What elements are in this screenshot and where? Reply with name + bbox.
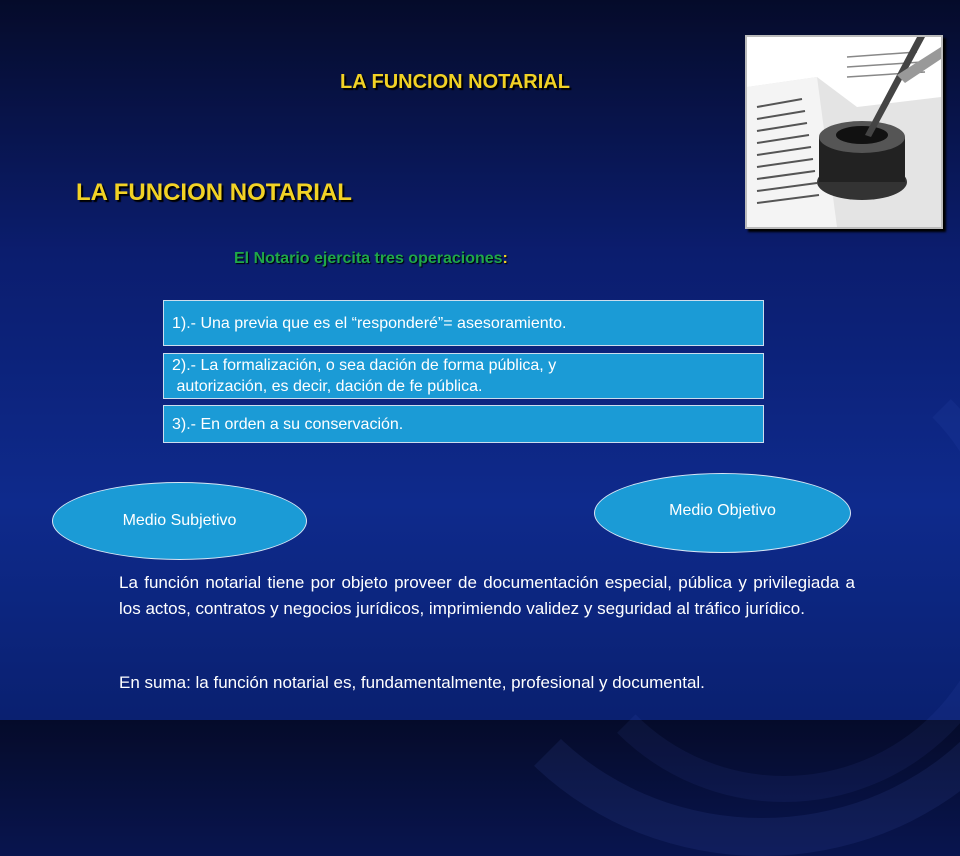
- top-title: LA FUNCION NOTARIAL: [340, 71, 570, 93]
- medio-objetivo-label: Medio Objetivo: [669, 502, 776, 519]
- quill-inkwell-icon: [745, 35, 943, 229]
- medio-subjetivo-label: Medio Subjetivo: [122, 512, 237, 529]
- operation-1-line-1: 1).- Una previa que es el “responderé”= asesoramiento.: [172, 315, 567, 332]
- subtitle: [234, 250, 508, 268]
- operation-box-1: [163, 300, 764, 346]
- operation-2-line-2: autorización, es decir, dación de fe pública.: [172, 378, 483, 395]
- operation-box-2: [163, 353, 764, 399]
- subtitle-colon: :: [502, 250, 508, 267]
- subtitle-text: El Notario ejercita tres operaciones: [234, 250, 503, 267]
- body-paragraph-2: En suma: la función notarial es, fundamentalmente, profesional y documental.: [119, 673, 705, 692]
- operation-box-3: [163, 405, 764, 443]
- medio-subjetivo-ellipse: [52, 482, 307, 560]
- operation-2-line-1: 2).- La formalización, o sea dación de forma pública, y: [172, 357, 557, 374]
- medio-objetivo-ellipse: [594, 473, 851, 553]
- page-title: LA FUNCION NOTARIAL: [76, 179, 352, 206]
- operation-3-line-1: 3).- En orden a su conservación.: [172, 416, 404, 433]
- body-paragraph-1: La función notarial tiene por objeto proveer de documentación especial, pública y privilegiada a los actos, contratos y negocios jurídicos, imprimiendo validez y seguridad al tráfico jurídico.: [119, 573, 855, 618]
